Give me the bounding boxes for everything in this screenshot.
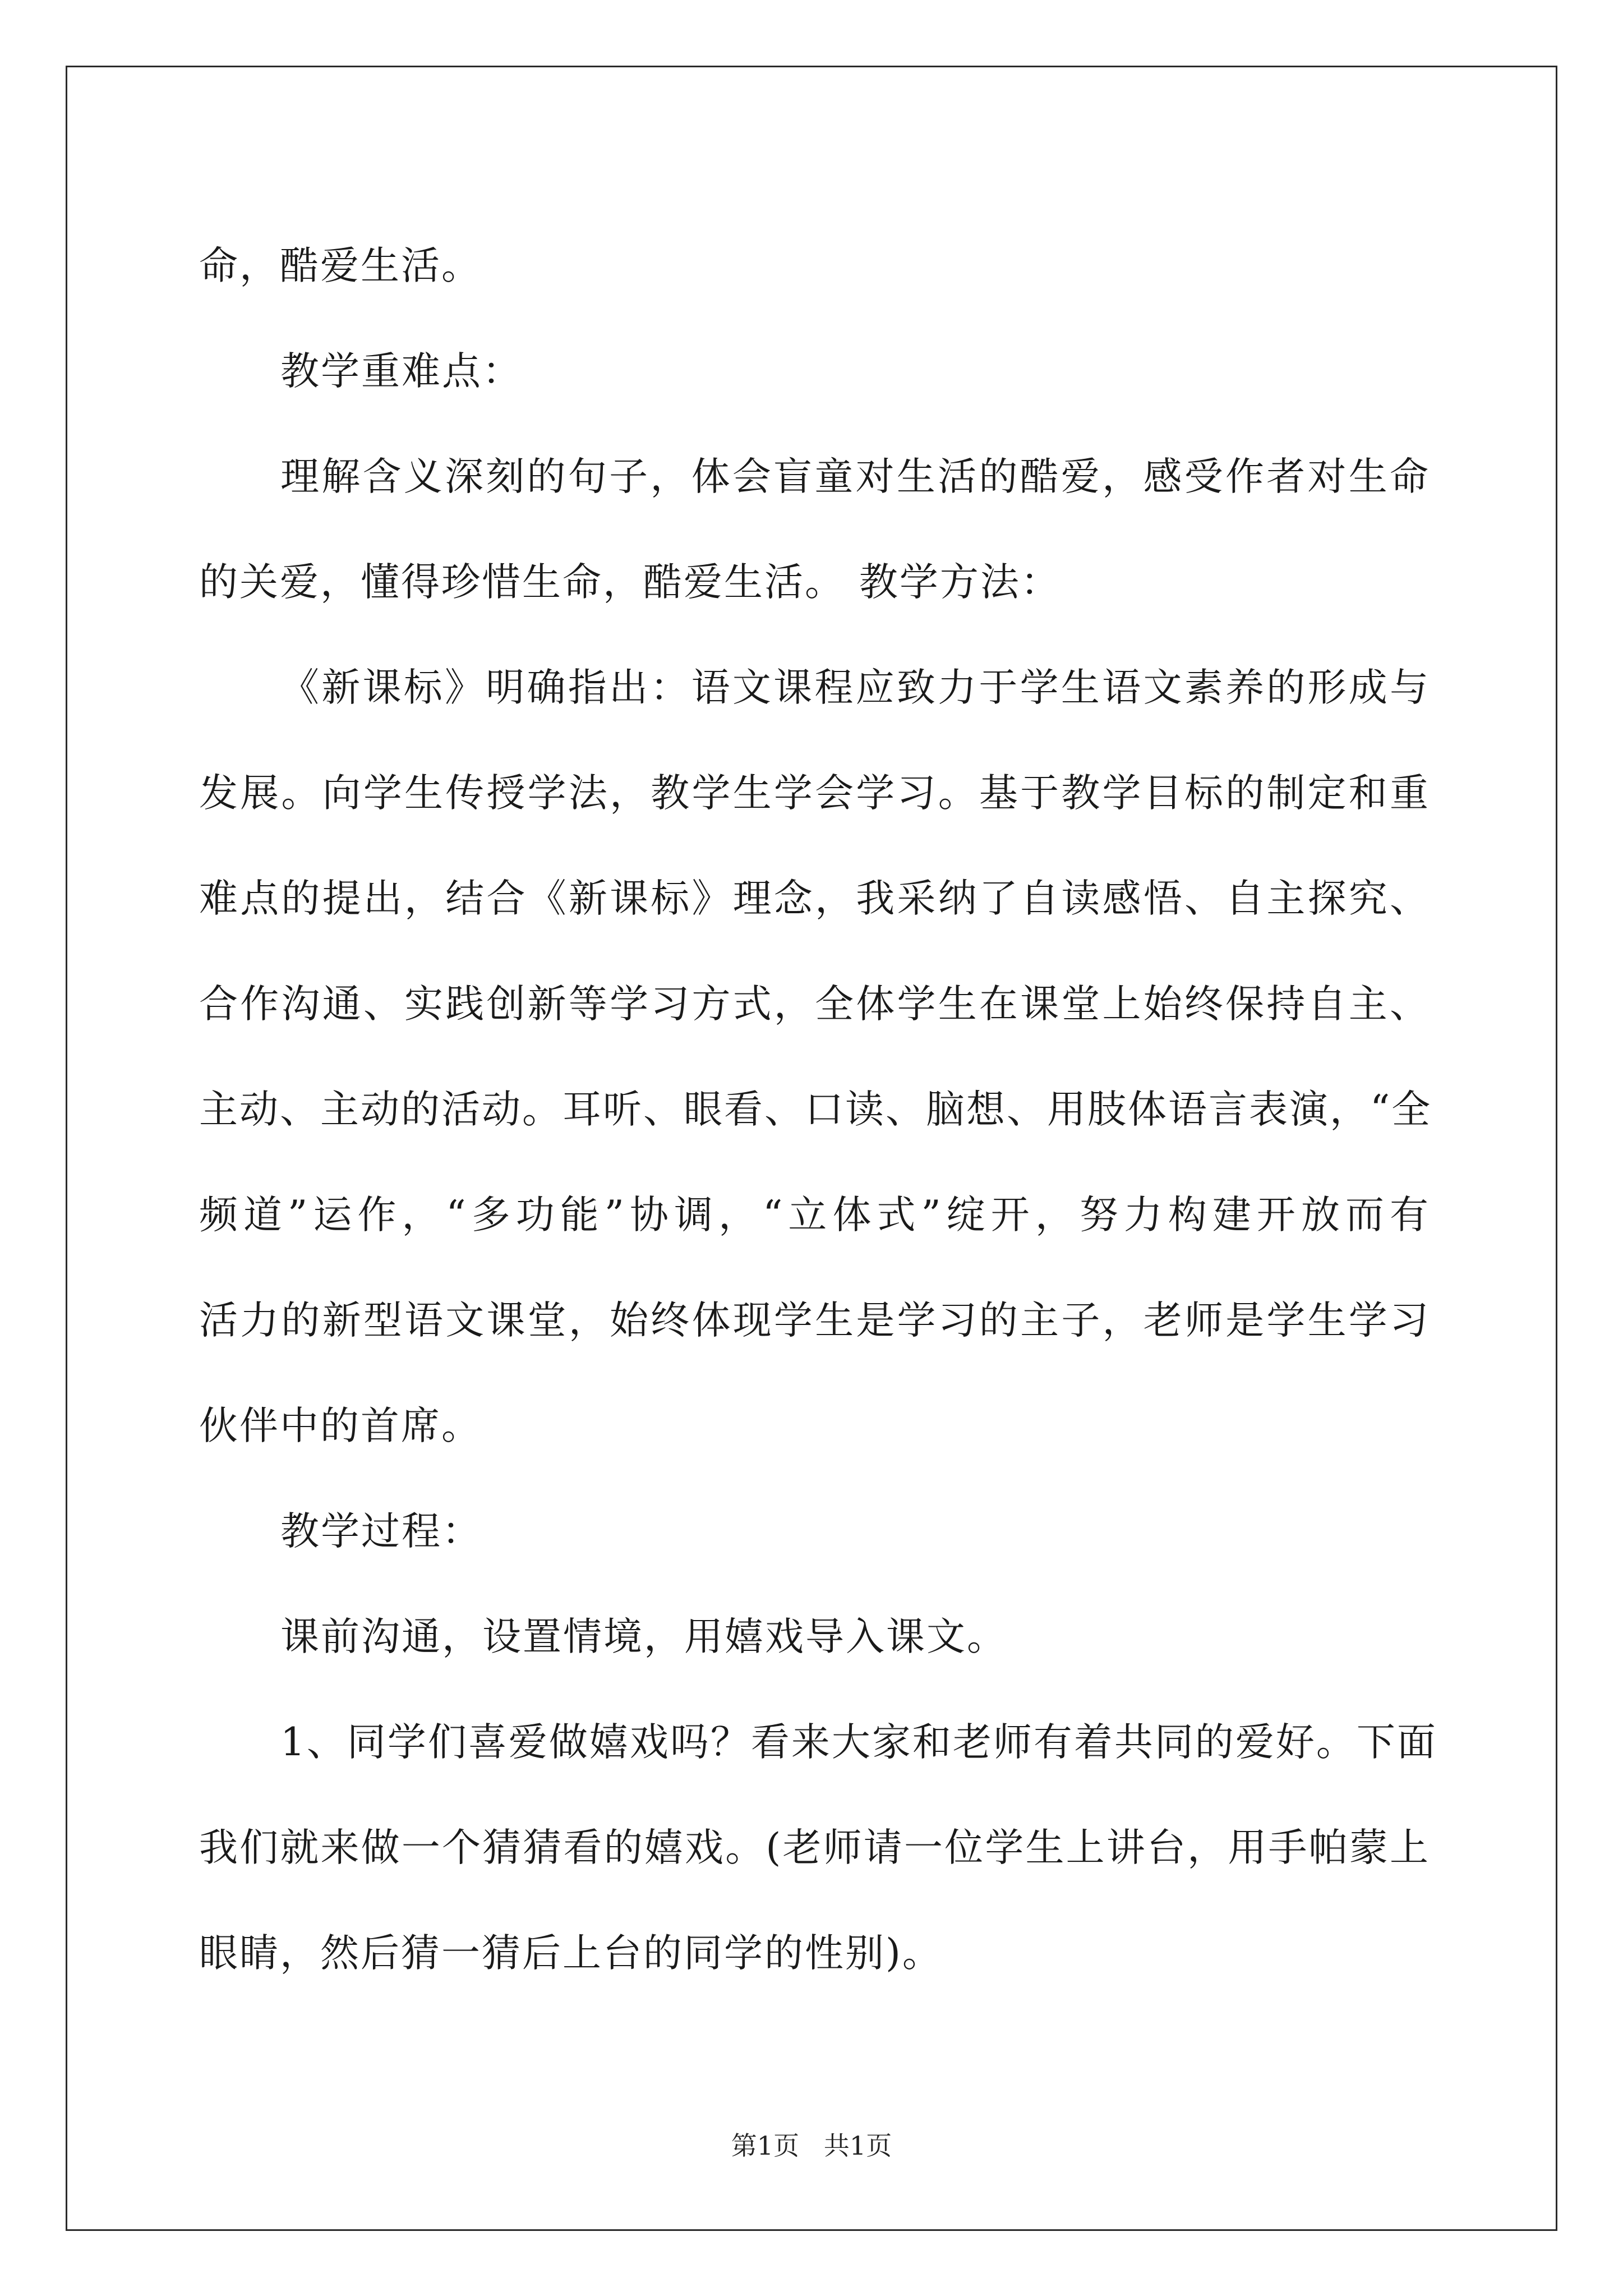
paragraph-line: 理解含义深刻的句子，体会盲童对生活的酷爱，感受作者对生命 — [280, 454, 1430, 499]
paragraph-line: 伙伴中的首席。 — [199, 1404, 482, 1448]
paragraph-line: 我们就来做一个猜猜看的嬉戏。(老师请一位学生上讲台，用手帕蒙上 — [199, 1825, 1430, 1870]
paragraph-line: 主动、主动的活动。耳听、眼看、口读、脑想、用肢体语言表演，“全 — [199, 1087, 1432, 1132]
paragraph-line: 活力的新型语文课堂，始终体现学生是学习的主子，老师是学生学习 — [199, 1298, 1430, 1343]
page-footer: 第1页 共1页 — [731, 2131, 892, 2161]
paragraph-line: 发展。向学生传授学法，教学生学会学习。基于教学目标的制定和重 — [199, 771, 1430, 816]
paragraph-line: 《新课标》明确指出：语文课程应致力于学生语文素养的形成与 — [280, 665, 1430, 710]
paragraph-line: 的关爱，懂得珍惜生命，酷爱生活。 教学方法： — [199, 560, 1061, 605]
paragraph-line: 难点的提出，结合《新课标》理念，我采纳了自读感悟、自主探究、 — [199, 876, 1430, 921]
section-heading-process: 教学过程： — [280, 1509, 482, 1554]
paragraph-line: 眼睛，然后猜一猜后上台的同学的性别)。 — [199, 1931, 943, 1976]
paragraph-line: 合作沟通、实践创新等学习方式，全体学生在课堂上始终保持自主、 — [199, 982, 1430, 1027]
paragraph-line: 频道”运作，“多功能”协调，“立体式”绽开，努力构建开放而有 — [199, 1193, 1430, 1237]
paragraph-line: 课前沟通，设置情境，用嬉戏导入课文。 — [280, 1614, 1007, 1659]
section-heading-difficulty: 教学重难点： — [280, 349, 523, 394]
document-body — [199, 213, 1437, 2006]
paragraph-line: 1、同学们喜爱做嬉戏吗？看来大家和老师有着共同的爱好。下面 — [280, 1720, 1437, 1765]
paragraph-line: 命，酷爱生活。 — [199, 243, 482, 288]
